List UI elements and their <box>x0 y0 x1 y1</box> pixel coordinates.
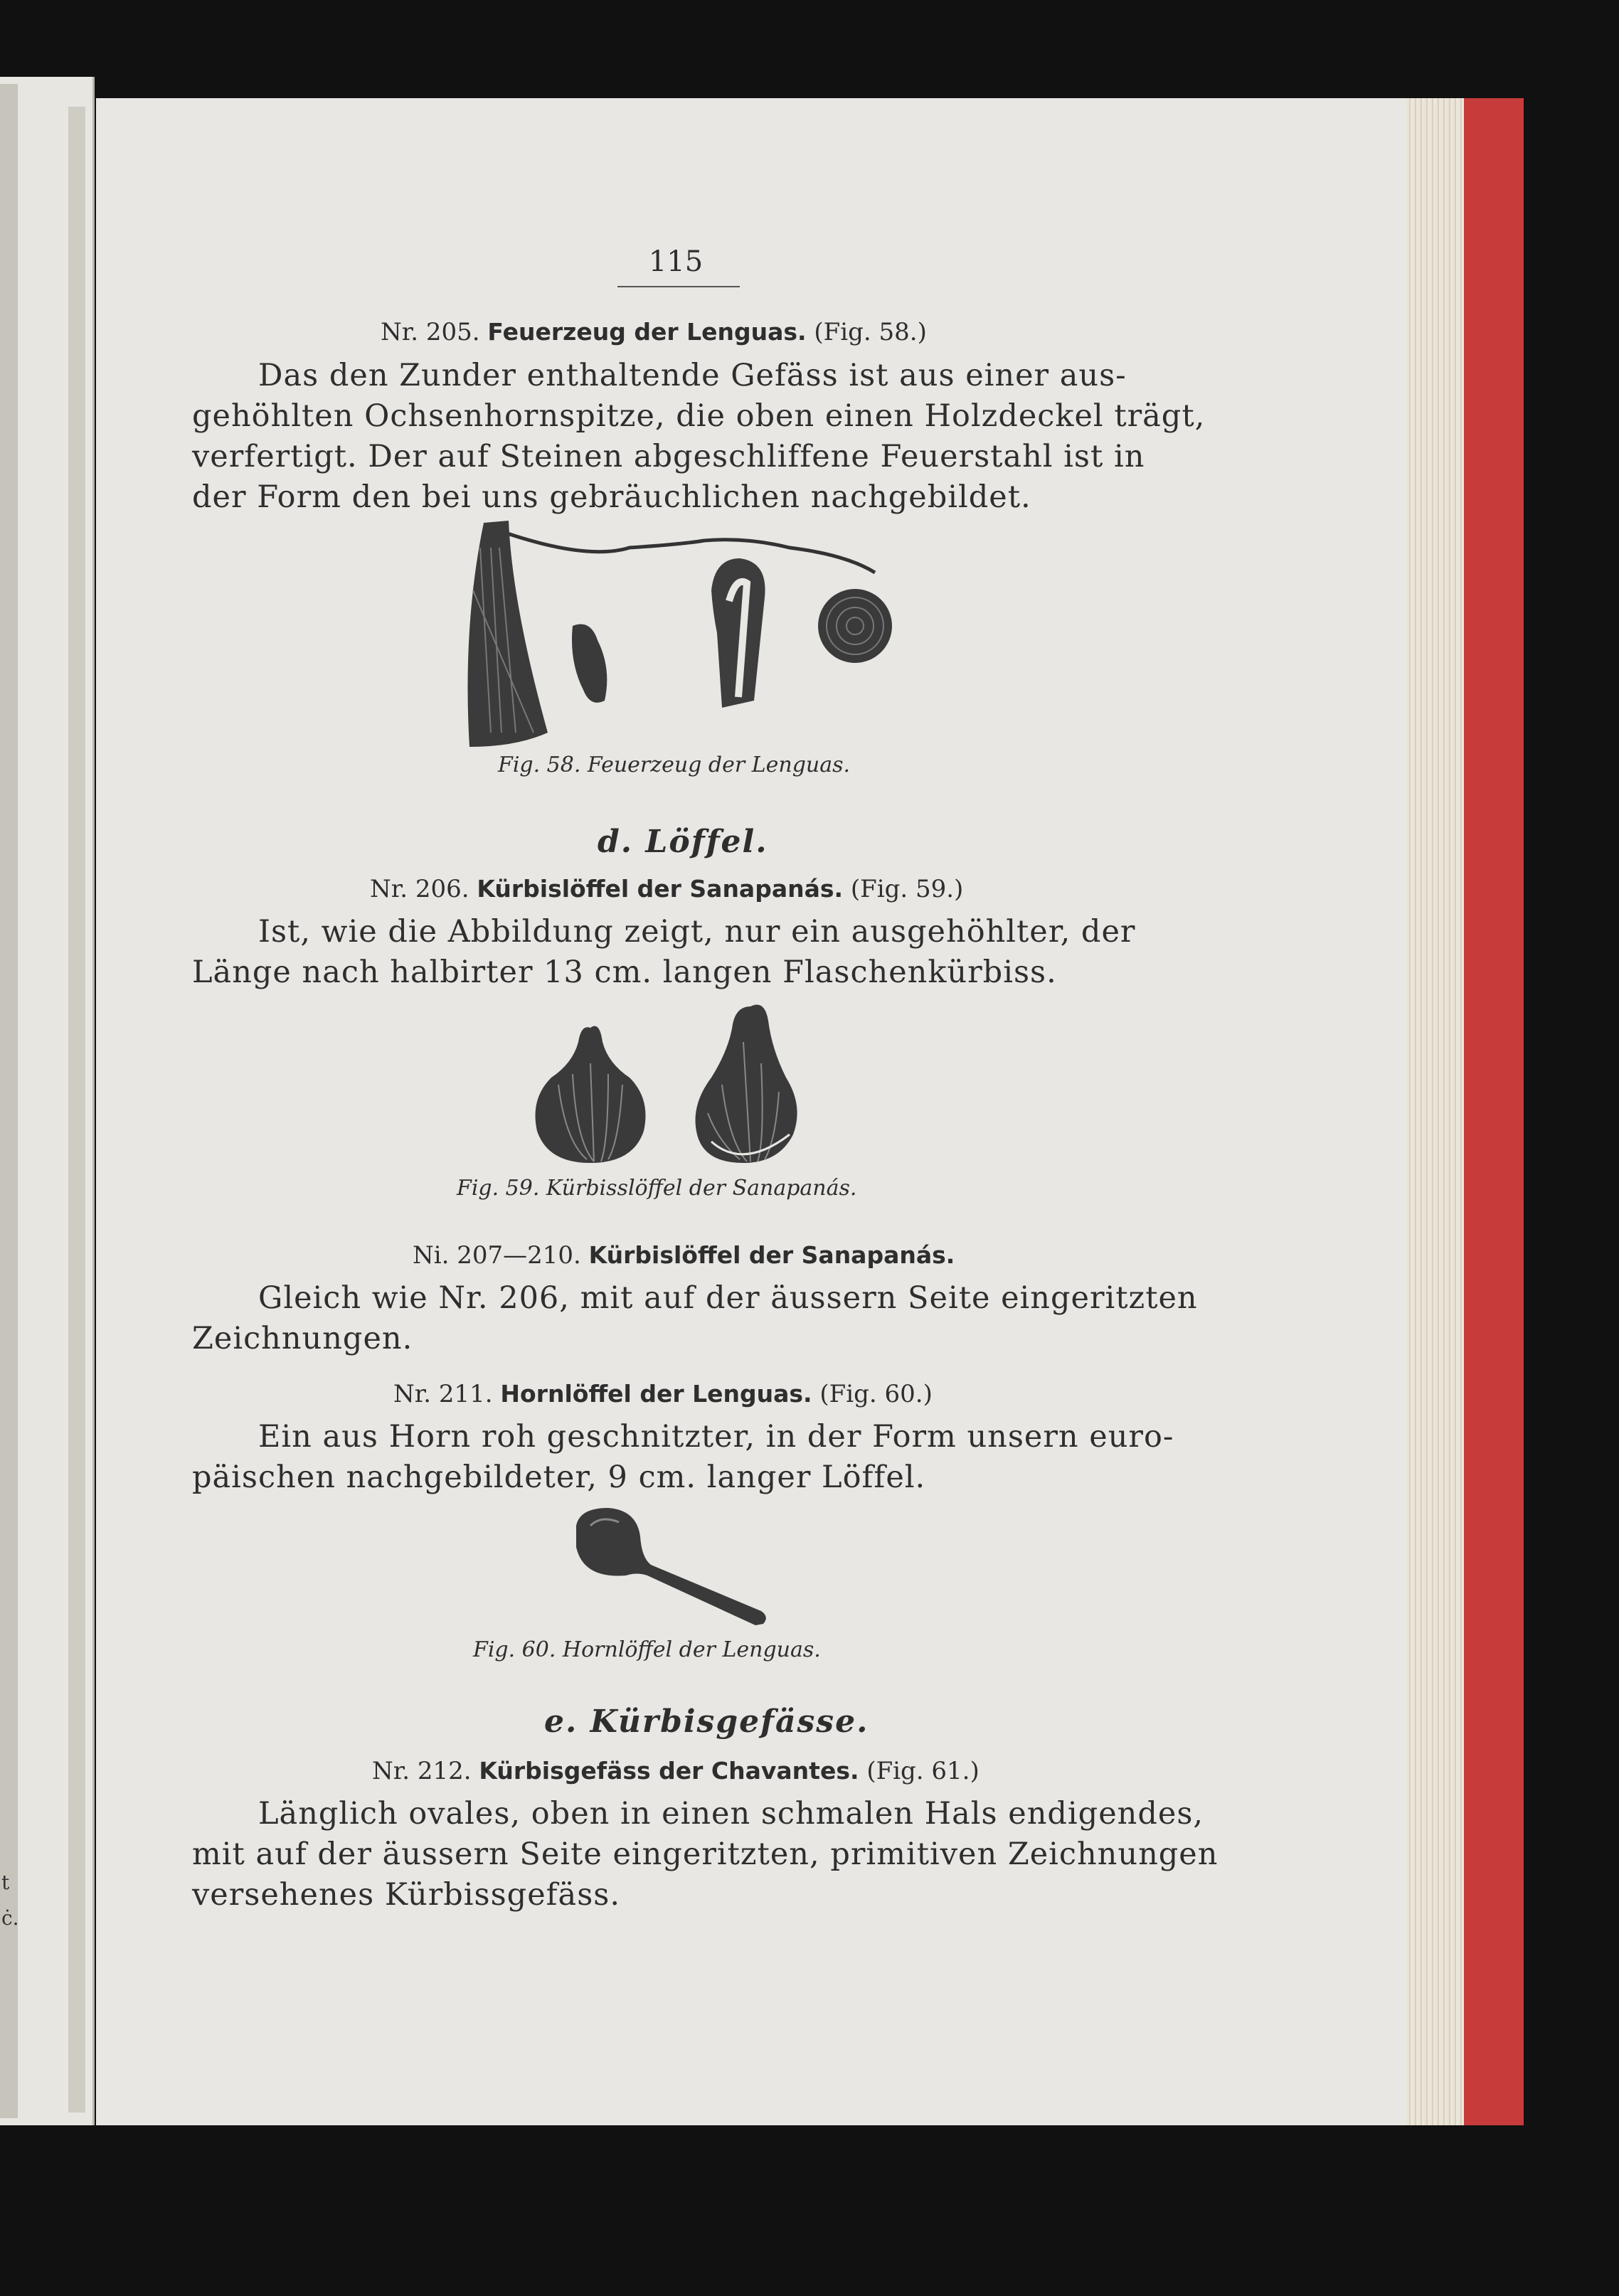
entry-211-figref: (Fig. 60.) <box>819 1380 933 1408</box>
entry-207-line-2: Zeichnungen. <box>192 1321 413 1356</box>
entry-212-line-3: versehenes Kürbissgefäss. <box>192 1877 620 1913</box>
figure-59-caption: Fig. 59. Kürbisslöffel der Sanapanás. <box>457 1176 857 1201</box>
entry-206-title: Kürbislöffel der Sanapanás. <box>477 875 844 903</box>
entry-212-heading <box>372 1757 980 1785</box>
entry-212-number: Nr. 212. <box>372 1757 472 1785</box>
entry-211-number: Nr. 211. <box>393 1380 493 1408</box>
page-number-rule <box>617 286 740 287</box>
entry-207-line-1: Gleich wie Nr. 206, mit auf der äussern Seite eingeritzten <box>258 1280 1198 1316</box>
figure-58-illustration <box>448 519 903 754</box>
page-number: 115 <box>648 245 704 278</box>
entry-205-title: Feuerzeug der Lenguas. <box>487 318 807 346</box>
figure-59-illustration <box>516 999 829 1177</box>
figure-58-caption: Fig. 58. Feuerzeug der Lenguas. <box>498 753 851 777</box>
entry-211-line-1: Ein aus Horn roh geschnitzter, in der Form unsern euro- <box>258 1419 1174 1455</box>
entry-205-heading <box>381 318 927 346</box>
left-fragment: t <box>1 1871 10 1894</box>
figure-60-caption: Fig. 60. Hornlöffel der Lenguas. <box>473 1637 821 1662</box>
left-fragment: ċ. <box>1 1906 19 1930</box>
entry-206-figref: (Fig. 59.) <box>850 875 964 903</box>
entry-212-figref: (Fig. 61.) <box>866 1757 980 1785</box>
entry-206-heading <box>370 875 963 903</box>
entry-205-number: Nr. 205. <box>381 318 480 346</box>
entry-206-number: Nr. 206. <box>370 875 469 903</box>
entry-206-line-1: Ist, wie die Abbildung zeigt, nur ein ausgehöhlter, der <box>258 914 1136 950</box>
entry-207-title: Kürbislöffel der Sanapanás. <box>588 1241 955 1269</box>
left-page-gutter <box>68 107 85 2112</box>
entry-206-line-2: Länge nach halbirter 13 cm. langen Flaschenkürbiss. <box>192 955 1057 990</box>
entry-205-figref: (Fig. 58.) <box>814 318 927 346</box>
left-page-spine <box>0 84 18 2118</box>
entry-212-line-1: Länglich ovales, oben in einen schmalen Hals endigendes, <box>258 1796 1204 1832</box>
entry-207-number: Ni. 207—210. <box>413 1241 581 1270</box>
entry-207-heading <box>413 1241 955 1270</box>
entry-205-line-3: verfertigt. Der auf Steinen abgeschliffene Feuerstahl ist in <box>192 439 1145 474</box>
entry-205-line-2: gehöhlten Ochsenhornspitze, die oben einen Holzdeckel trägt, <box>192 398 1206 434</box>
figure-60-illustration <box>569 1504 782 1632</box>
entry-205-line-4: der Form den bei uns gebräuchlichen nachgebildet. <box>192 479 1031 515</box>
entry-212-line-2: mit auf der äussern Seite eingeritzten, primitiven Zeichnungen <box>192 1837 1219 1872</box>
section-d-heading: d. Löffel. <box>598 824 768 860</box>
entry-211-title: Hornlöffel der Lenguas. <box>500 1380 812 1408</box>
entry-205-line-1: Das den Zunder enthaltende Gefäss ist aus einer aus- <box>258 358 1127 393</box>
page-edges <box>1401 98 1464 2125</box>
entry-211-line-2: päischen nachgebildeter, 9 cm. langer Löffel. <box>192 1460 926 1495</box>
entry-212-title: Kürbisgefäss der Chavantes. <box>479 1757 859 1785</box>
entry-211-heading <box>393 1380 933 1408</box>
section-e-heading: e. Kürbisgefässe. <box>544 1704 869 1740</box>
